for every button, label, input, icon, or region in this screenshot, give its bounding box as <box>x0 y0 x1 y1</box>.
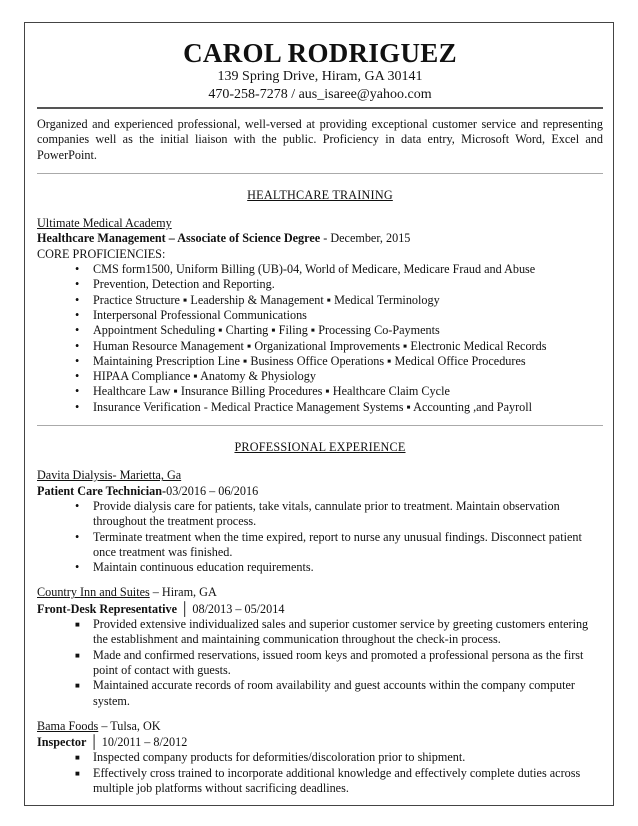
contact-separator: / <box>291 87 296 102</box>
bullet-icon: • <box>75 292 80 307</box>
school-name: Ultimate Medical Academy <box>37 216 172 231</box>
job-dates: 03/2016 – 06/2016 <box>166 483 259 498</box>
degree-line <box>37 231 603 246</box>
bullet-icon: • <box>75 369 80 384</box>
company-name: Country Inn and Suites <box>37 585 150 600</box>
bullet-icon: • <box>75 529 80 544</box>
candidate-name: CAROL RODRIGUEZ <box>183 38 457 68</box>
bullet-icon: • <box>75 323 80 338</box>
job-duties <box>37 499 603 575</box>
role-line <box>37 484 603 499</box>
degree-date: - December, 2015 <box>320 231 411 246</box>
job-title: Inspector <box>37 735 87 750</box>
list-item: • Prevention, Detection and Reporting. <box>75 277 275 292</box>
role-line <box>37 734 603 750</box>
company-line: Bama Foods – Tulsa, OK <box>37 718 161 733</box>
square-bullet-icon: ■ <box>75 753 80 763</box>
list-item: • Insurance Verification - Medical Practice Management Systems ▪ Accounting ,and Payroll <box>75 399 532 414</box>
phone: 470-258-7278 <box>208 87 288 102</box>
list-item: ■ Effectively cross trained to incorporate additional knowledge and effectively complete duties across multiple job platforms without sacrificing deadlines. <box>75 765 581 795</box>
list-item: • Human Resource Management ▪ Organizational Improvements ▪ Electronic Medical Records <box>75 338 547 353</box>
bullet-icon: • <box>75 498 80 513</box>
square-bullet-icon: ■ <box>75 768 80 778</box>
bullet-icon: • <box>75 338 80 353</box>
company-name: Bama Foods <box>37 718 99 733</box>
proficiency-list <box>37 262 603 415</box>
square-bullet-icon: ■ <box>75 650 80 660</box>
job-duties <box>37 750 603 796</box>
experience-section-title: PROFESSIONAL EXPERIENCE <box>234 440 406 455</box>
job-title: Patient Care Technician- <box>37 483 167 498</box>
list-item: • Interpersonal Professional Communications <box>75 307 307 322</box>
list-item: ■ Inspected company products for deformities/discoloration prior to shipment. <box>75 750 466 765</box>
list-item: ■ Provided extensive individualized sales and superior customer service by greeting customers entering the establishment and maintaining communication throughout the check-in process. <box>75 617 589 647</box>
bullet-icon: • <box>75 384 80 399</box>
list-item: • Practice Structure ▪ Leadership & Management ▪ Medical Terminology <box>75 292 440 307</box>
separator-bar: │ <box>180 600 190 616</box>
list-item: • HIPAA Compliance ▪ Anatomy & Physiology <box>75 369 316 384</box>
list-item: • Maintain continuous education requirements. <box>75 560 314 575</box>
list-item: ■ Maintained accurate records of room availability and guest accounts within the company computer system. <box>75 678 575 708</box>
company-name: Davita Dialysis- Marietta, Ga <box>37 468 182 483</box>
list-item: • Provide dialysis care for patients, take vitals, cannulate prior to treatment. Maintain observation throughout the treatment process. <box>75 498 560 529</box>
role-line <box>37 601 603 617</box>
list-item: • Terminate treatment when the time expired, report to nurse any unusual findings. Disconnect patient once treatment was finished. <box>75 529 582 559</box>
header-divider <box>37 107 603 109</box>
training-divider <box>37 425 603 426</box>
job-dates: 10/2011 – 8/2012 <box>101 735 188 750</box>
job-dates: 08/2013 – 05/2014 <box>192 601 285 616</box>
list-item: • CMS form1500, Uniform Billing (UB)-04, World of Medicare, Medicare Fraud and Abuse <box>75 262 536 277</box>
bullet-icon: • <box>75 560 80 575</box>
summary: Organized and experienced professional, well-versed at providing exceptional customer service and representing companies well as the initial liaison with the public. Proficiency in data entry, Microsoft Word, Excel and PowerPoint. <box>37 117 603 162</box>
square-bullet-icon: ■ <box>75 681 80 691</box>
address: 139 Spring Drive, Hiram, GA 30141 <box>217 69 423 84</box>
separator-bar: │ <box>89 734 99 750</box>
square-bullet-icon: ■ <box>75 620 80 630</box>
bullet-icon: • <box>75 399 80 414</box>
list-item: • Appointment Scheduling ▪ Charting ▪ Filing ▪ Processing Co-Payments <box>75 323 440 338</box>
contact-line <box>37 86 603 104</box>
company-line <box>37 468 603 483</box>
email: aus_isaree@yahoo.com <box>298 87 432 102</box>
company-line: Country Inn and Suites – Hiram, GA <box>37 585 217 600</box>
bullet-icon: • <box>75 353 80 368</box>
job-duties <box>37 617 603 709</box>
job-title: Front-Desk Representative <box>37 601 178 616</box>
core-proficiencies-label: CORE PROFICIENCIES: <box>37 246 166 261</box>
summary-divider <box>37 173 603 174</box>
bullet-icon: • <box>75 307 80 322</box>
list-item: • Maintaining Prescription Line ▪ Business Office Operations ▪ Medical Office Procedures <box>75 353 526 368</box>
bullet-icon: • <box>75 277 80 292</box>
list-item: • Healthcare Law ▪ Insurance Billing Procedures ▪ Healthcare Claim Cycle <box>75 384 450 399</box>
training-section-title: HEALTHCARE TRAINING <box>247 187 393 202</box>
bullet-icon: • <box>75 262 80 277</box>
list-item: ■ Made and confirmed reservations, issued room keys and promoted a professional persona as the first point of contact with guests. <box>75 647 584 677</box>
resume <box>37 38 603 796</box>
degree: Healthcare Management – Associate of Science Degree <box>37 231 321 246</box>
